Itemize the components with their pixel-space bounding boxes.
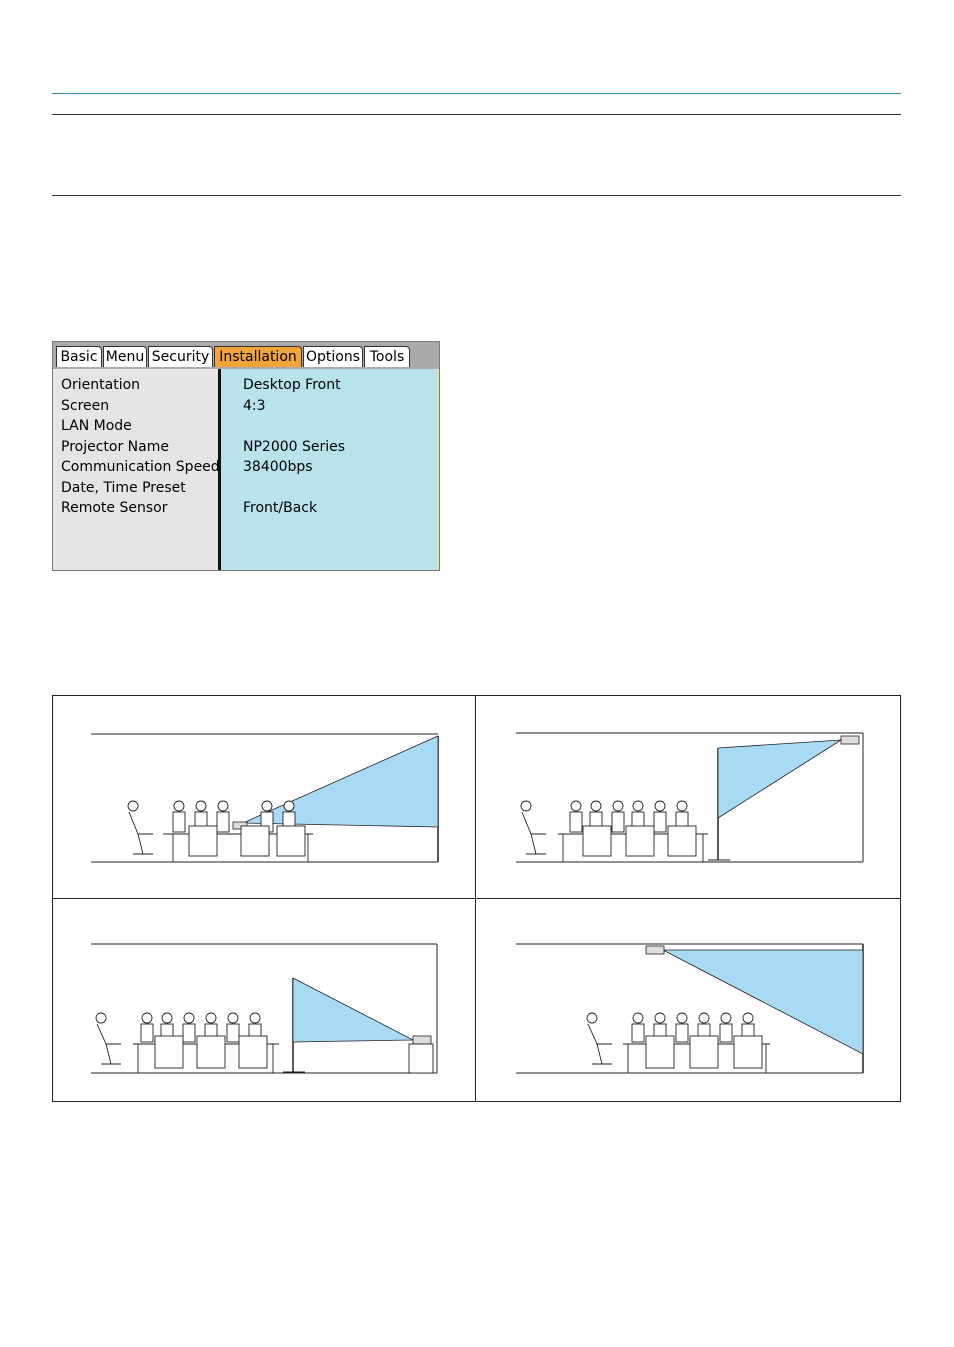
- item-date-time-preset-label[interactable]: Date, Time Preset: [61, 480, 186, 496]
- tab-installation[interactable]: Installation: [214, 346, 302, 367]
- tab-menu[interactable]: Menu: [103, 346, 147, 367]
- tab-options[interactable]: Options: [303, 346, 363, 367]
- projector-icon: [646, 946, 664, 954]
- desktop-front-illustration: [83, 726, 443, 866]
- item-communication-speed-value: 38400bps: [243, 459, 313, 475]
- item-orientation-label[interactable]: Orientation: [61, 377, 141, 393]
- item-orientation-value: Desktop Front: [243, 377, 341, 393]
- installation-menu-screenshot: [52, 341, 440, 571]
- header-rule: [52, 114, 901, 115]
- menu-tab-bar: [53, 342, 439, 369]
- item-screen-value: 4:3: [243, 398, 266, 414]
- tab-security[interactable]: Security: [148, 346, 213, 367]
- item-lan-mode-label[interactable]: LAN Mode: [61, 418, 132, 434]
- audience-group: [587, 1013, 770, 1073]
- tab-basic[interactable]: Basic: [56, 346, 102, 367]
- item-projector-name-label[interactable]: Projector Name: [61, 439, 169, 455]
- item-projector-name-value: NP2000 Series: [243, 439, 346, 455]
- header-rule-accent: [52, 93, 901, 94]
- item-communication-speed-label[interactable]: Communication Speed: [61, 459, 220, 475]
- item-screen-label[interactable]: Screen: [61, 398, 110, 414]
- projection-beam: [293, 978, 413, 1042]
- item-remote-sensor-value: Front/Back: [243, 500, 318, 516]
- section-rule: [52, 195, 901, 196]
- ceiling-front-illustration: [508, 936, 868, 1081]
- grid-divider-horizontal: [53, 898, 900, 899]
- item-remote-sensor-label[interactable]: Remote Sensor: [61, 500, 168, 516]
- projector-icon: [413, 1036, 431, 1044]
- audience-group: [96, 1013, 279, 1073]
- desktop-rear-illustration: [83, 936, 443, 1081]
- projector-stand: [409, 1044, 433, 1073]
- projector-icon: [841, 736, 859, 744]
- projection-beam: [718, 740, 841, 818]
- audience-group: [521, 801, 708, 862]
- orientation-illustrations: [52, 695, 901, 1102]
- tab-tools[interactable]: Tools: [364, 346, 410, 367]
- ceiling-rear-illustration: [508, 726, 868, 866]
